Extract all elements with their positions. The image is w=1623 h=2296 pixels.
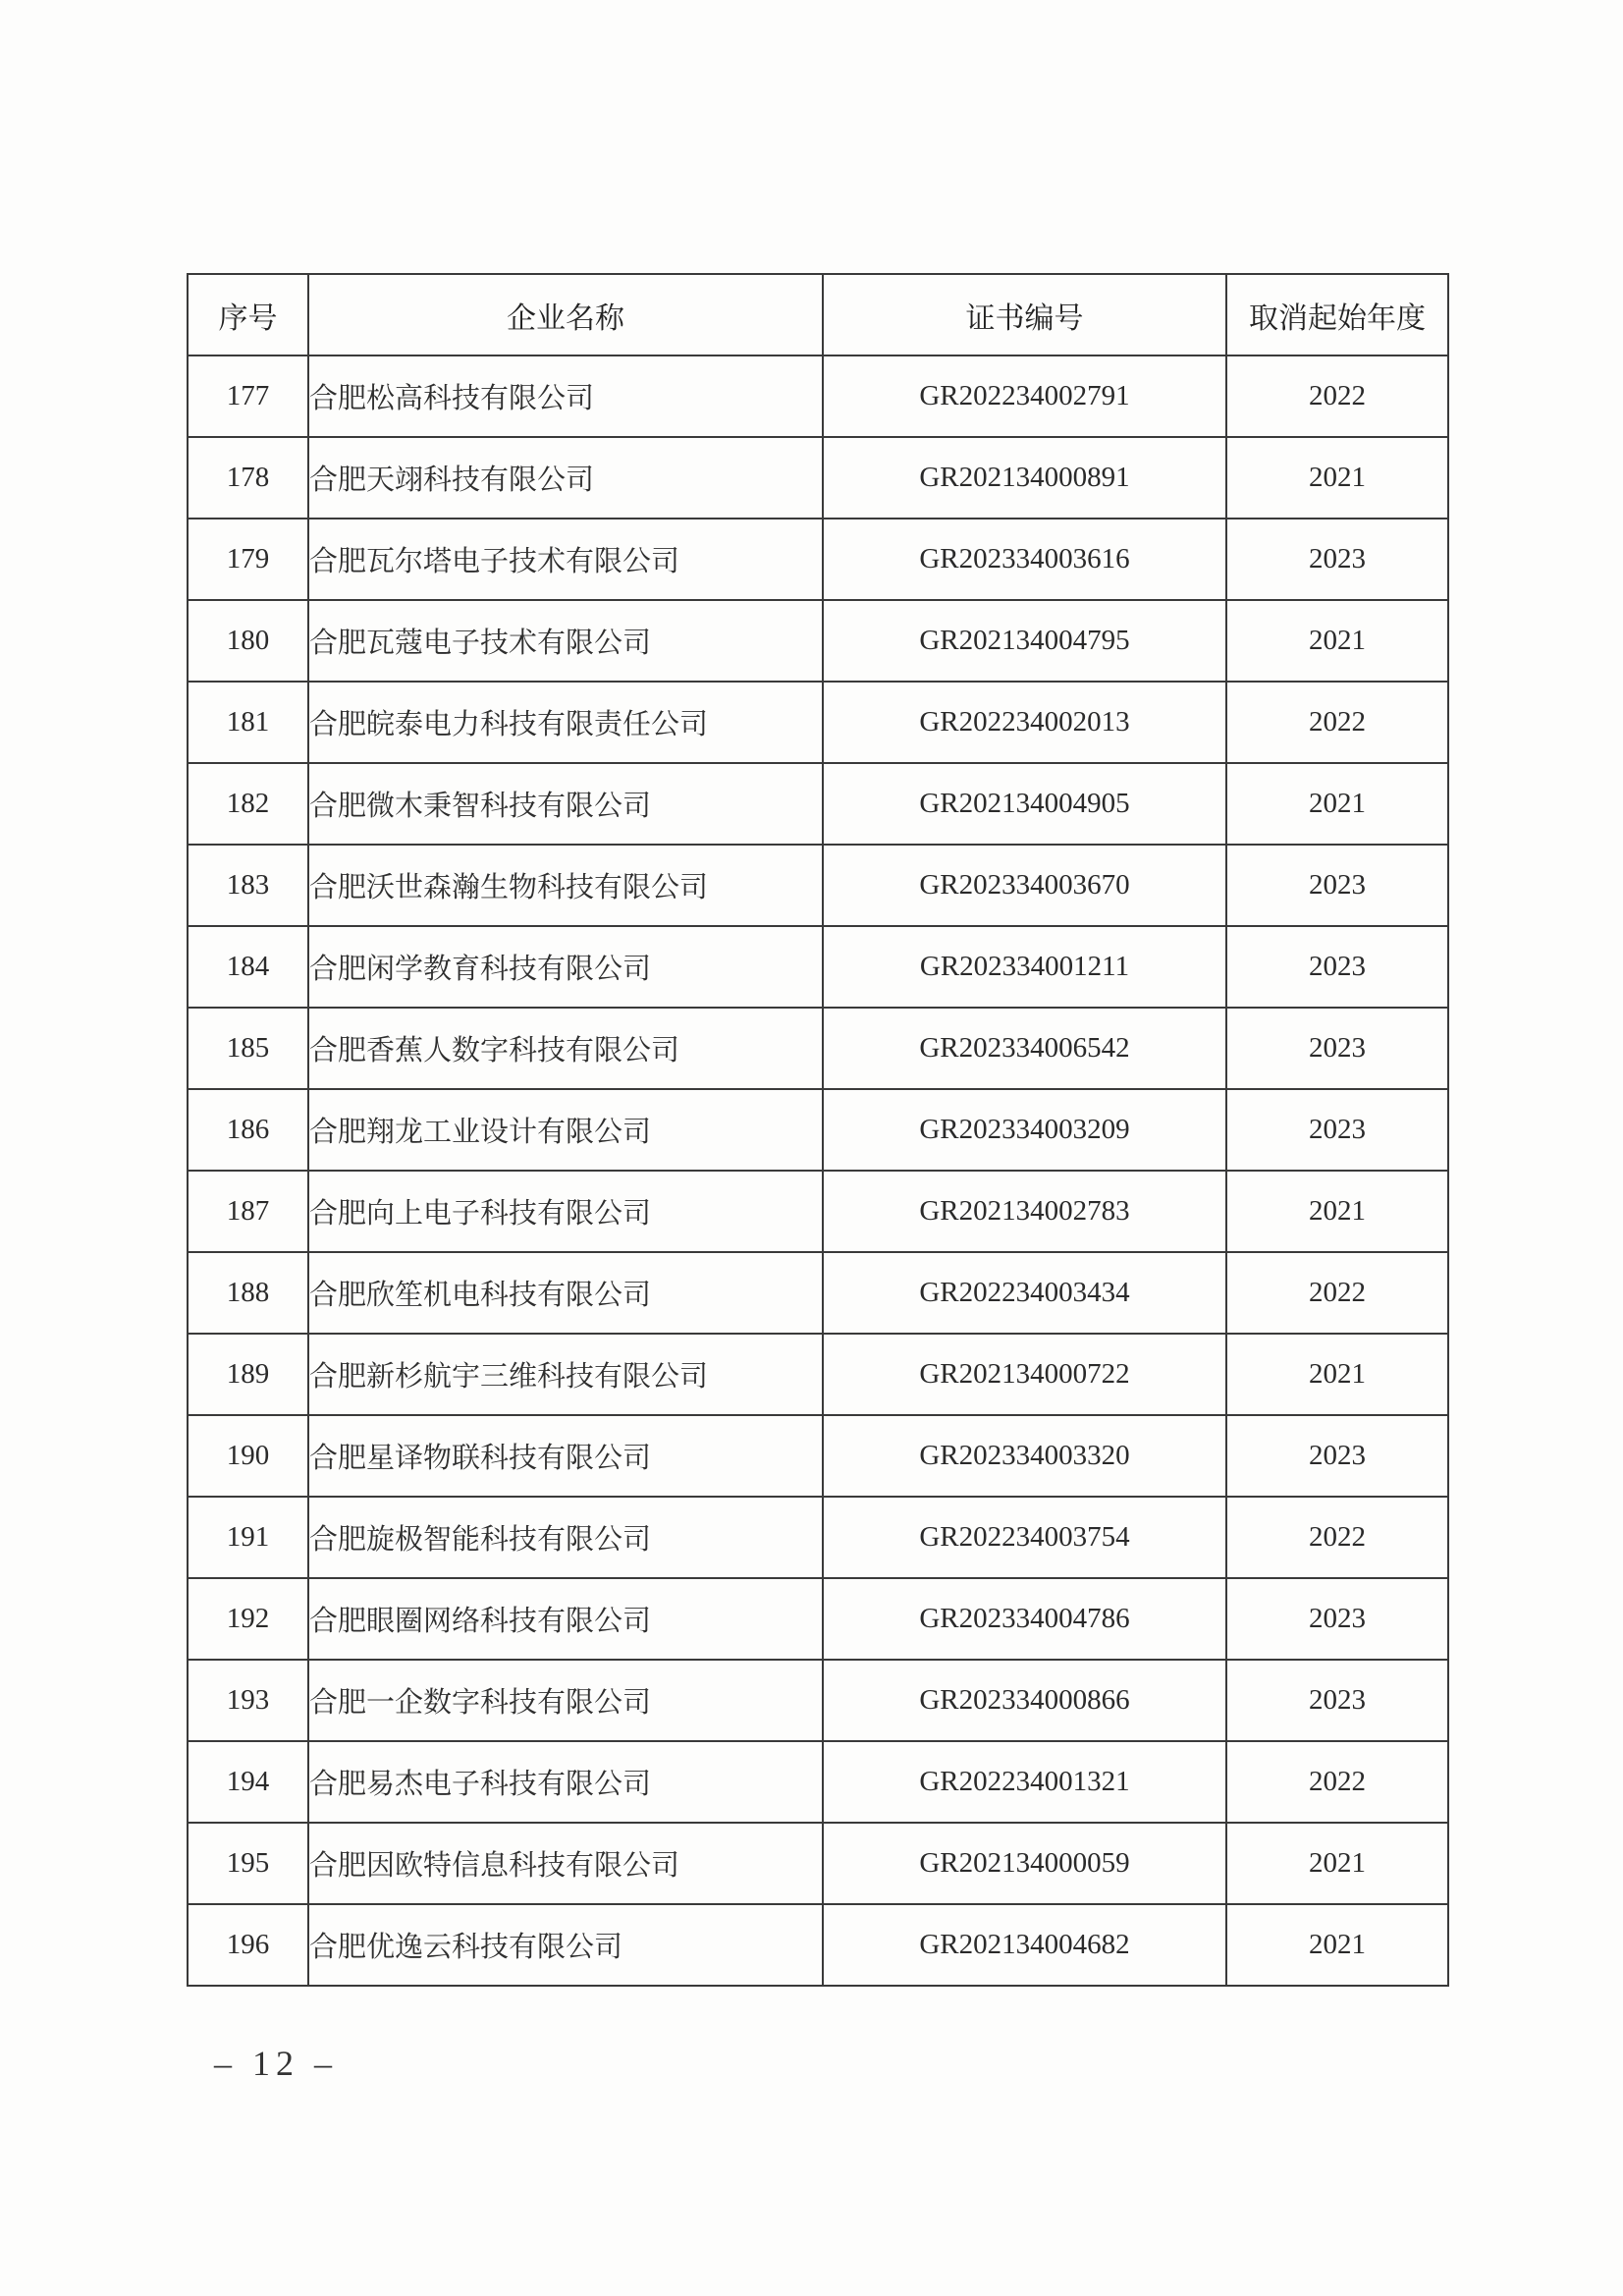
table-row (188, 1741, 1448, 1823)
cell-company-name: 合肥欣笙机电科技有限公司 (308, 1252, 823, 1334)
table-row (188, 1823, 1448, 1904)
table-row (188, 1171, 1448, 1252)
cell-company-name: 合肥向上电子科技有限公司 (308, 1171, 823, 1252)
table-row (188, 355, 1448, 437)
cell-seq: 194 (188, 1741, 308, 1823)
cell-cancel-year: 2023 (1226, 1089, 1448, 1171)
cell-seq: 190 (188, 1415, 308, 1497)
cell-cancel-year: 2023 (1226, 1008, 1448, 1089)
cell-seq: 182 (188, 763, 308, 845)
table-row (188, 1415, 1448, 1497)
cell-company-name: 合肥一企数字科技有限公司 (308, 1660, 823, 1741)
cell-cancel-year: 2021 (1226, 437, 1448, 519)
cell-company-name: 合肥瓦尔塔电子技术有限公司 (308, 519, 823, 600)
cell-company-name: 合肥闲学教育科技有限公司 (308, 926, 823, 1008)
page-number: – 12 – (214, 2044, 338, 2083)
cell-certificate-number: GR202334003616 (823, 519, 1226, 600)
cell-seq: 189 (188, 1334, 308, 1415)
cell-company-name: 合肥因欧特信息科技有限公司 (308, 1823, 823, 1904)
table-row (188, 600, 1448, 682)
header-cancel-start-year: 取消起始年度 (1226, 274, 1448, 355)
table-row (188, 437, 1448, 519)
cell-company-name: 合肥翔龙工业设计有限公司 (308, 1089, 823, 1171)
table-row (188, 1334, 1448, 1415)
cell-seq: 178 (188, 437, 308, 519)
cell-seq: 196 (188, 1904, 308, 1986)
cell-certificate-number: GR202134000059 (823, 1823, 1226, 1904)
table-row (188, 1008, 1448, 1089)
cell-cancel-year: 2023 (1226, 1578, 1448, 1660)
cell-cancel-year: 2021 (1226, 1171, 1448, 1252)
cell-certificate-number: GR202334001211 (823, 926, 1226, 1008)
cell-cancel-year: 2023 (1226, 926, 1448, 1008)
cell-seq: 188 (188, 1252, 308, 1334)
cell-cancel-year: 2023 (1226, 1660, 1448, 1741)
table-row (188, 1660, 1448, 1741)
cell-company-name: 合肥旋极智能科技有限公司 (308, 1497, 823, 1578)
header-company-name: 企业名称 (308, 274, 823, 355)
cell-company-name: 合肥皖泰电力科技有限责任公司 (308, 682, 823, 763)
cell-certificate-number: GR202134004682 (823, 1904, 1226, 1986)
cell-seq: 192 (188, 1578, 308, 1660)
cell-cancel-year: 2021 (1226, 1334, 1448, 1415)
cell-seq: 179 (188, 519, 308, 600)
table-row (188, 845, 1448, 926)
cell-certificate-number: GR202134002783 (823, 1171, 1226, 1252)
cell-cancel-year: 2023 (1226, 519, 1448, 600)
table-row (188, 1904, 1448, 1986)
cell-certificate-number: GR202334003320 (823, 1415, 1226, 1497)
header-certificate-number: 证书编号 (823, 274, 1226, 355)
cell-certificate-number: GR202334003670 (823, 845, 1226, 926)
cell-company-name: 合肥天翊科技有限公司 (308, 437, 823, 519)
cell-certificate-number: GR202334004786 (823, 1578, 1226, 1660)
cell-company-name: 合肥微木秉智科技有限公司 (308, 763, 823, 845)
certificate-table (187, 273, 1449, 1987)
cell-cancel-year: 2022 (1226, 682, 1448, 763)
cell-certificate-number: GR202134004795 (823, 600, 1226, 682)
cell-cancel-year: 2022 (1226, 1741, 1448, 1823)
cell-cancel-year: 2021 (1226, 1904, 1448, 1986)
cell-certificate-number: GR202134000891 (823, 437, 1226, 519)
cell-seq: 193 (188, 1660, 308, 1741)
table-row (188, 682, 1448, 763)
table-row (188, 1497, 1448, 1578)
cell-seq: 177 (188, 355, 308, 437)
cell-cancel-year: 2021 (1226, 600, 1448, 682)
cell-company-name: 合肥新杉航宇三维科技有限公司 (308, 1334, 823, 1415)
cell-seq: 191 (188, 1497, 308, 1578)
cell-cancel-year: 2021 (1226, 1823, 1448, 1904)
table-row (188, 1252, 1448, 1334)
cell-seq: 185 (188, 1008, 308, 1089)
cell-cancel-year: 2022 (1226, 1497, 1448, 1578)
cell-cancel-year: 2022 (1226, 1252, 1448, 1334)
table-row (188, 926, 1448, 1008)
cell-company-name: 合肥沃世森瀚生物科技有限公司 (308, 845, 823, 926)
cell-certificate-number: GR202234001321 (823, 1741, 1226, 1823)
cell-certificate-number: GR202234003434 (823, 1252, 1226, 1334)
cell-certificate-number: GR202234003754 (823, 1497, 1226, 1578)
cell-company-name: 合肥松高科技有限公司 (308, 355, 823, 437)
cell-cancel-year: 2022 (1226, 355, 1448, 437)
cell-seq: 181 (188, 682, 308, 763)
cell-certificate-number: GR202134000722 (823, 1334, 1226, 1415)
cell-certificate-number: GR202134004905 (823, 763, 1226, 845)
table-row (188, 519, 1448, 600)
table-row (188, 1578, 1448, 1660)
cell-certificate-number: GR202334006542 (823, 1008, 1226, 1089)
table-row (188, 1089, 1448, 1171)
cell-company-name: 合肥瓦蔻电子技术有限公司 (308, 600, 823, 682)
cell-cancel-year: 2021 (1226, 763, 1448, 845)
cell-seq: 186 (188, 1089, 308, 1171)
cell-seq: 183 (188, 845, 308, 926)
cell-seq: 184 (188, 926, 308, 1008)
cell-seq: 187 (188, 1171, 308, 1252)
cell-cancel-year: 2023 (1226, 1415, 1448, 1497)
cell-certificate-number: GR202334003209 (823, 1089, 1226, 1171)
table-row (188, 763, 1448, 845)
header-seq: 序号 (188, 274, 308, 355)
cell-certificate-number: GR202234002791 (823, 355, 1226, 437)
cell-certificate-number: GR202334000866 (823, 1660, 1226, 1741)
cell-cancel-year: 2023 (1226, 845, 1448, 926)
cell-company-name: 合肥星译物联科技有限公司 (308, 1415, 823, 1497)
cell-company-name: 合肥优逸云科技有限公司 (308, 1904, 823, 1986)
cell-company-name: 合肥眼圈网络科技有限公司 (308, 1578, 823, 1660)
cell-certificate-number: GR202234002013 (823, 682, 1226, 763)
cell-company-name: 合肥香蕉人数字科技有限公司 (308, 1008, 823, 1089)
cell-company-name: 合肥易杰电子科技有限公司 (308, 1741, 823, 1823)
cell-seq: 195 (188, 1823, 308, 1904)
table-header-row (188, 274, 1448, 355)
cell-seq: 180 (188, 600, 308, 682)
